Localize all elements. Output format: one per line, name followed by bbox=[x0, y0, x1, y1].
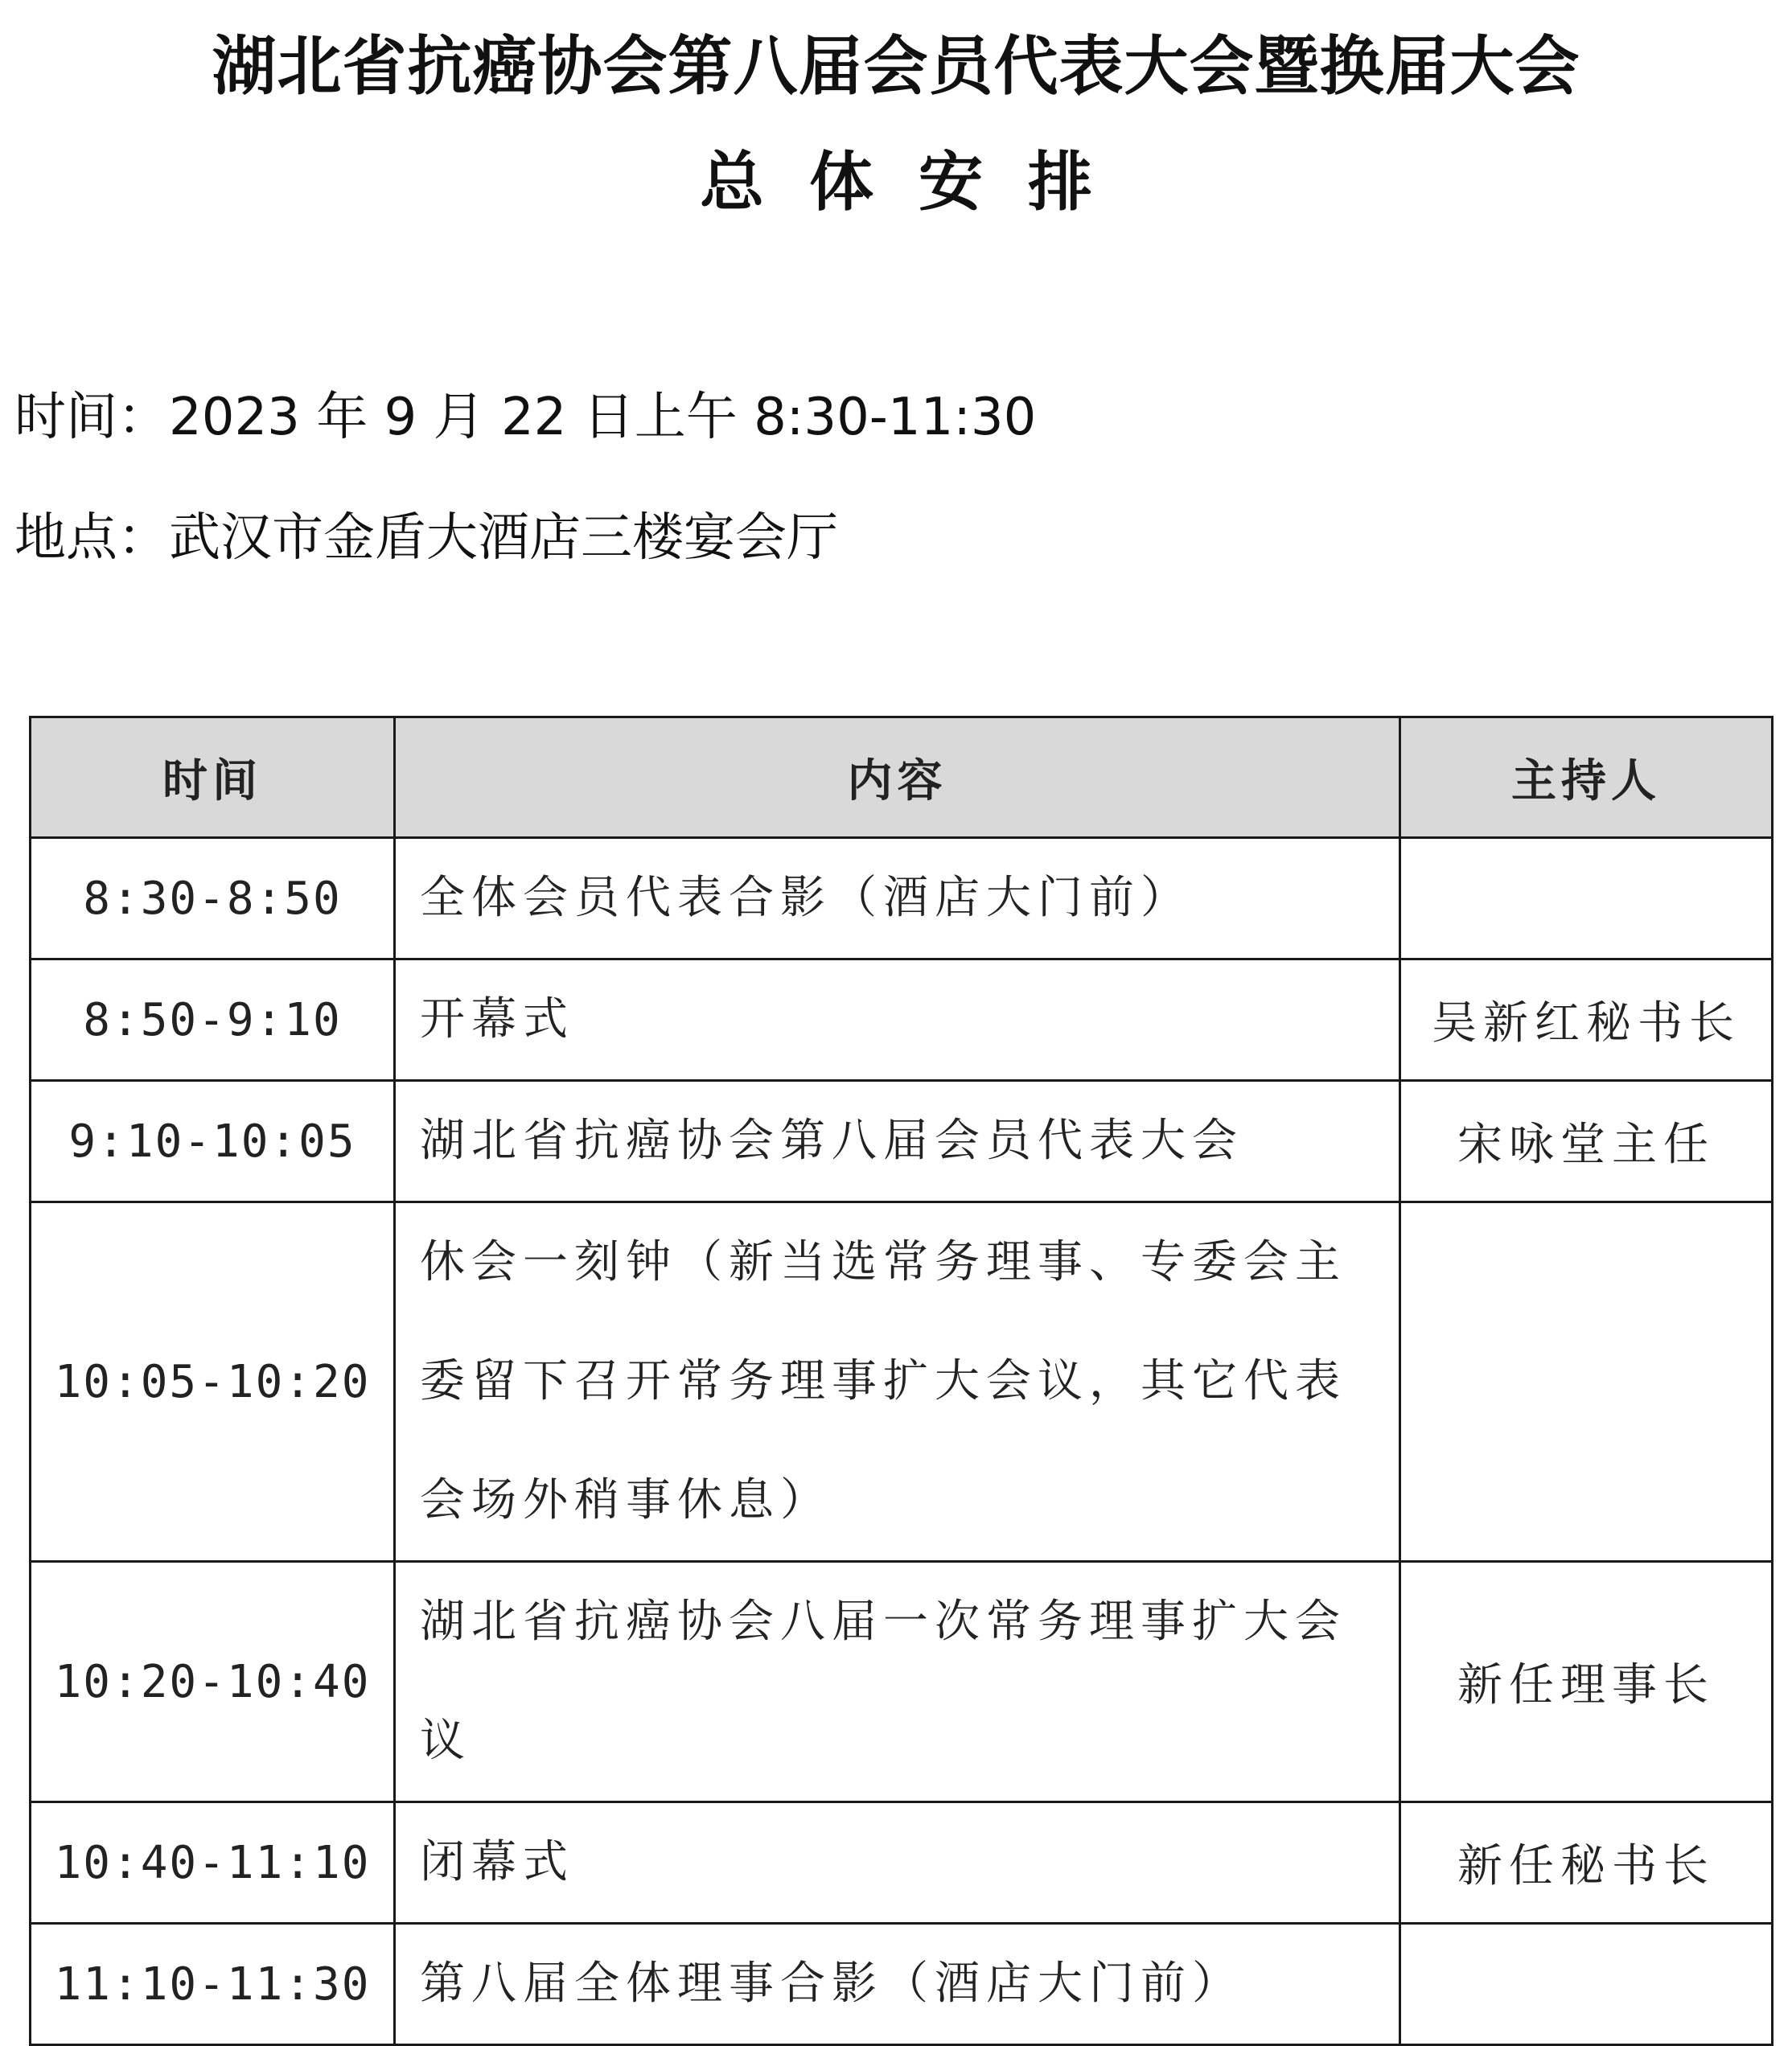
row-host: 新任秘书长 bbox=[1400, 1802, 1773, 1924]
row-content: 闭幕式 bbox=[395, 1802, 1400, 1924]
document-title: 湖北省抗癌协会第八届会员代表大会暨换届大会 bbox=[212, 29, 1580, 104]
header-host: 主持人 bbox=[1400, 717, 1773, 838]
row-time: 9:10-10:05 bbox=[31, 1081, 395, 1202]
row-content: 湖北省抗癌协会八届一次常务理事扩大会议 bbox=[395, 1562, 1400, 1802]
row-content: 开幕式 bbox=[395, 959, 1400, 1081]
row-content: 休会一刻钟（新当选常务理事、专委会主委留下召开常务理事扩大会议，其它代表会场外稍事休息） bbox=[395, 1202, 1400, 1562]
header-content: 内容 bbox=[395, 717, 1400, 838]
document-subtitle: 总体安排 bbox=[700, 145, 1137, 220]
table-row bbox=[31, 838, 1773, 959]
time-label: 时间： bbox=[14, 388, 169, 447]
meeting-place bbox=[14, 502, 838, 574]
row-host: 新任理事长 bbox=[1400, 1562, 1773, 1802]
row-host: 宋咏堂主任 bbox=[1400, 1081, 1773, 1202]
row-time: 10:20-10:40 bbox=[31, 1562, 395, 1802]
table-row bbox=[31, 1202, 1773, 1562]
row-host: 吴新红秘书长 bbox=[1400, 959, 1773, 1081]
row-time: 8:30-8:50 bbox=[31, 838, 395, 959]
row-time: 10:40-11:10 bbox=[31, 1802, 395, 1924]
table-row bbox=[31, 1802, 1773, 1924]
table-header-row bbox=[31, 717, 1773, 838]
table-row bbox=[31, 1562, 1773, 1802]
table-row bbox=[31, 959, 1773, 1081]
place-label: 地点： bbox=[14, 508, 169, 568]
row-host bbox=[1400, 1202, 1773, 1562]
row-host bbox=[1400, 1924, 1773, 2045]
meeting-time bbox=[14, 381, 1036, 454]
schedule-table bbox=[29, 716, 1774, 2046]
table-row bbox=[31, 1924, 1773, 2045]
header-time: 时间 bbox=[31, 717, 395, 838]
table-row bbox=[31, 1081, 1773, 1202]
row-time: 8:50-9:10 bbox=[31, 959, 395, 1081]
row-host bbox=[1400, 838, 1773, 959]
place-value: 武汉市金盾大酒店三楼宴会厅 bbox=[169, 508, 838, 568]
row-content: 全体会员代表合影（酒店大门前） bbox=[395, 838, 1400, 959]
row-content: 湖北省抗癌协会第八届会员代表大会 bbox=[395, 1081, 1400, 1202]
row-time: 10:05-10:20 bbox=[31, 1202, 395, 1562]
time-value: 2023 年 9 月 22 日上午 8:30-11:30 bbox=[169, 388, 1037, 447]
row-time: 11:10-11:30 bbox=[31, 1924, 395, 2045]
row-content: 第八届全体理事合影（酒店大门前） bbox=[395, 1924, 1400, 2045]
